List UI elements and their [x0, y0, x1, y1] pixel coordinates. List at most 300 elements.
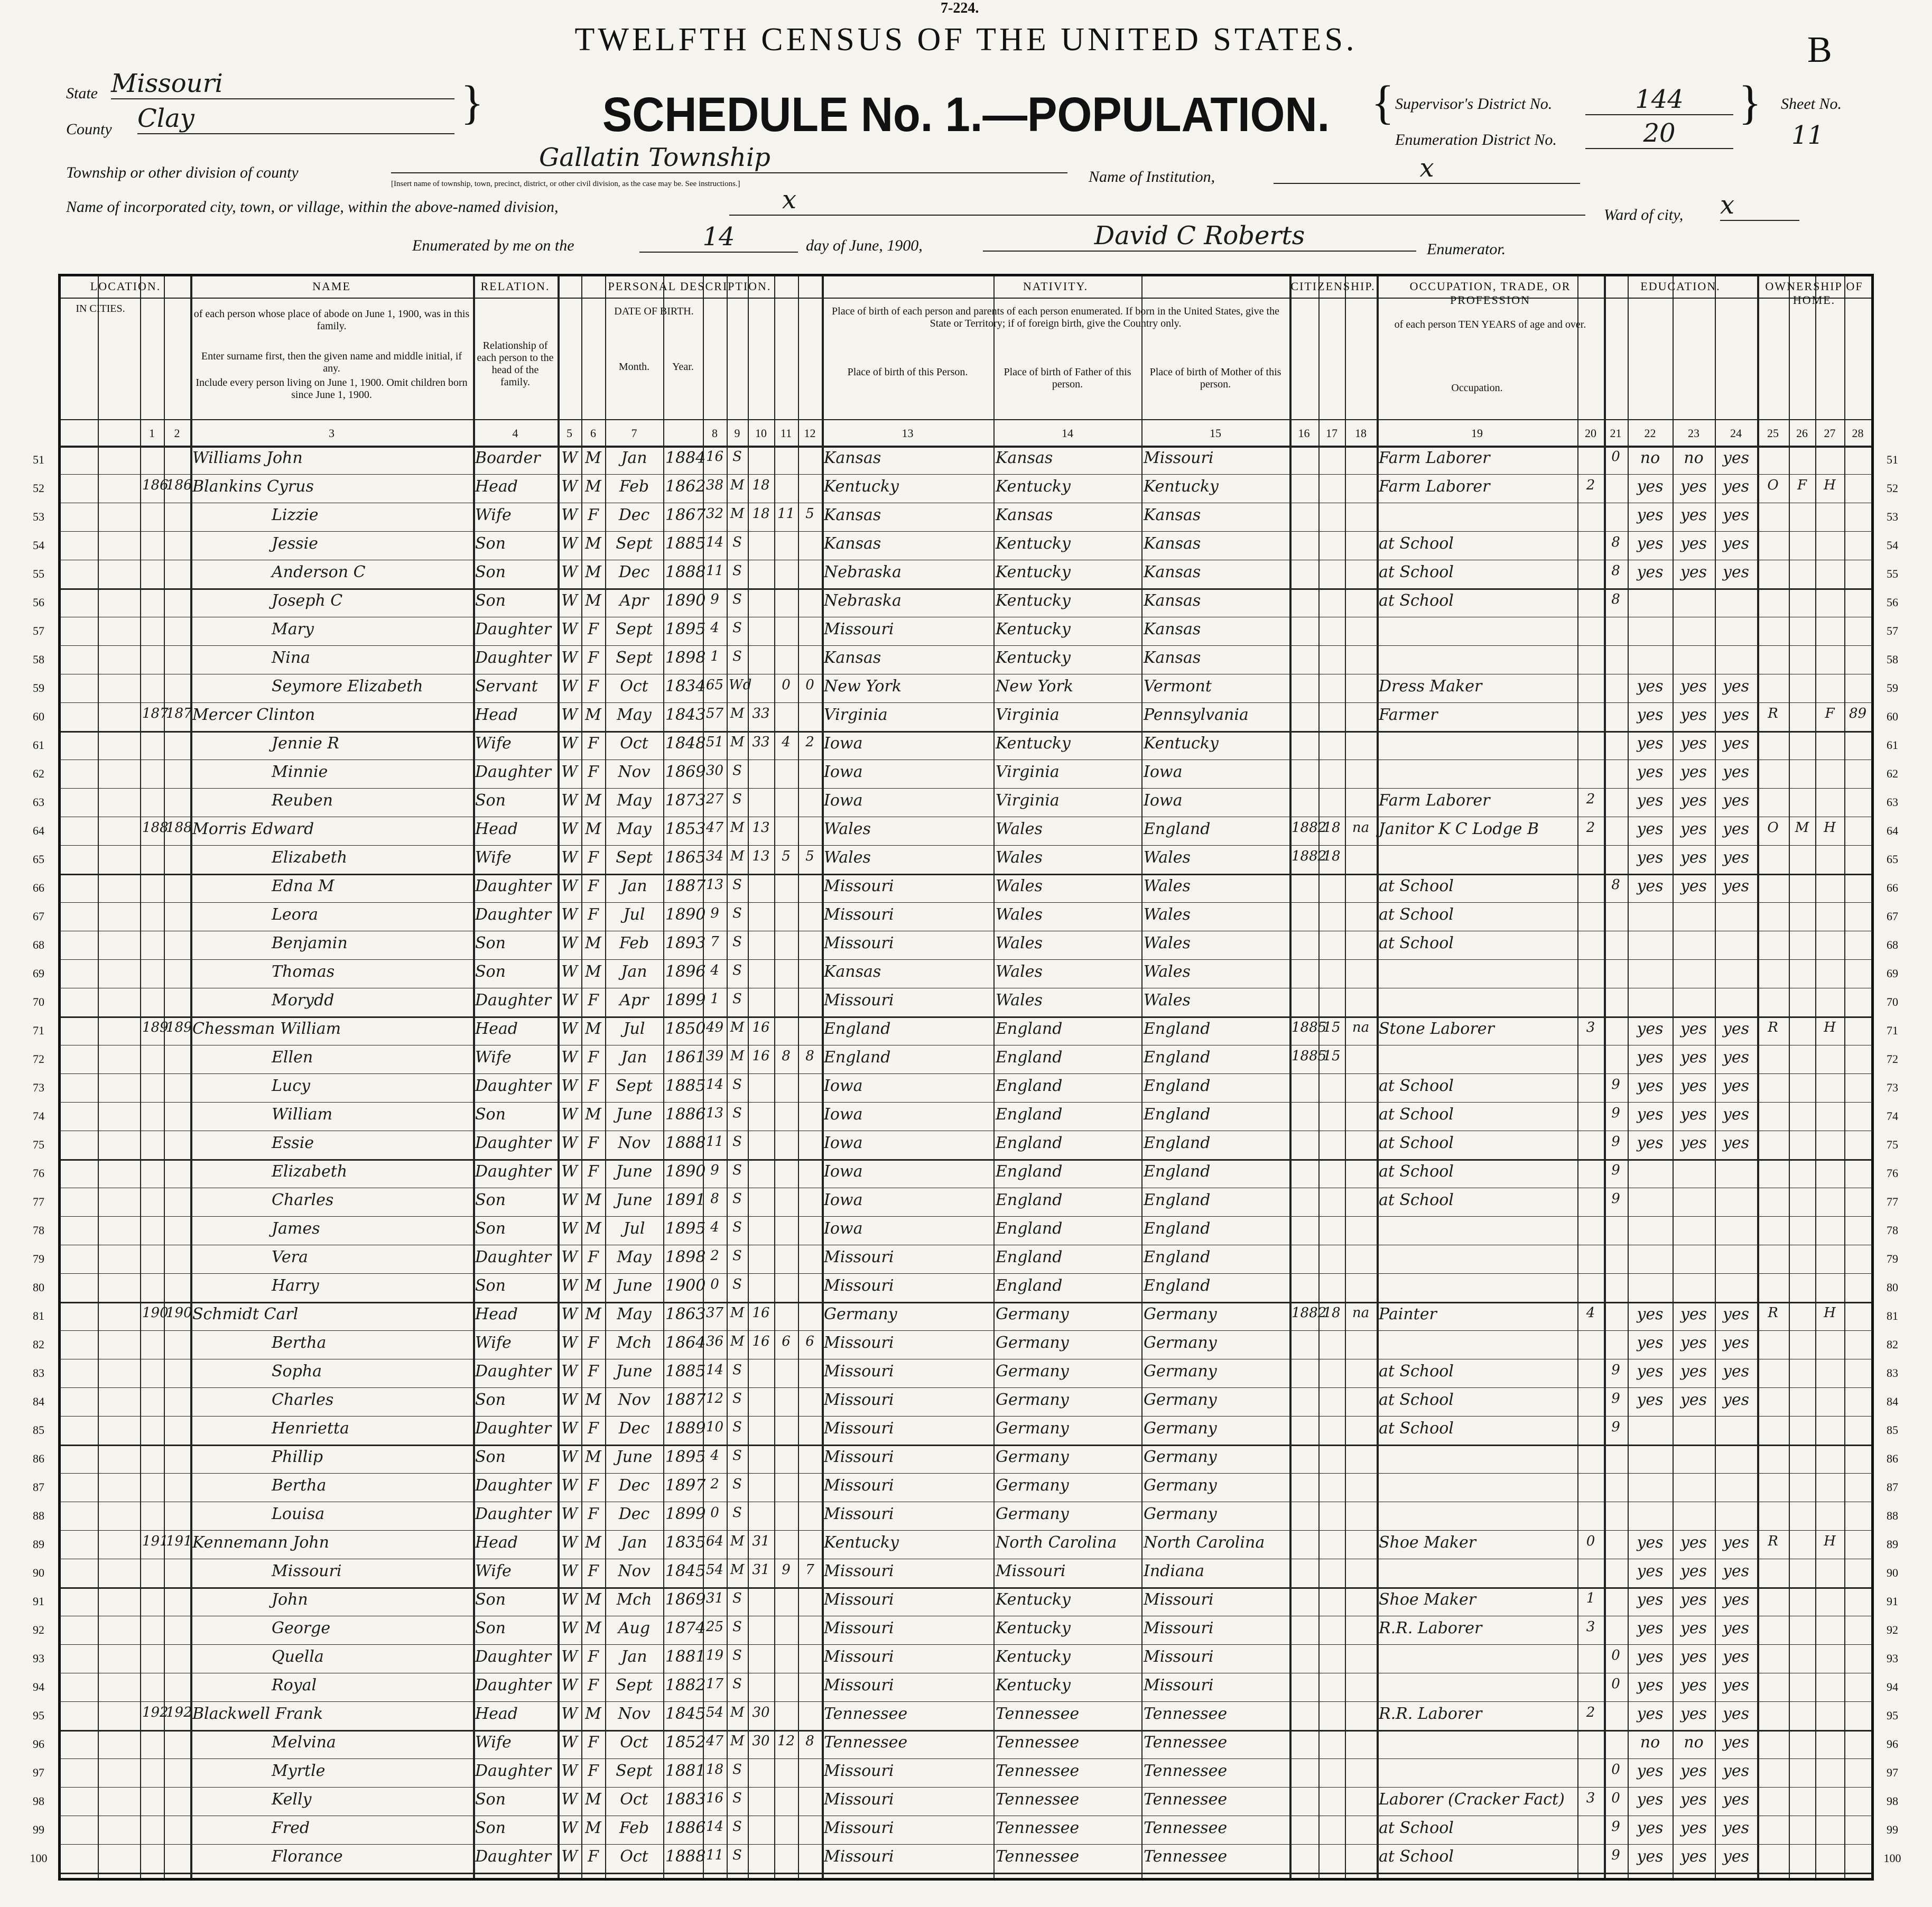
cell-name: Bertha	[272, 1334, 327, 1352]
cell-own: R	[1768, 1305, 1778, 1321]
cell-ms: S	[732, 1590, 742, 1606]
cell-unemp: 2	[1586, 1705, 1595, 1720]
cell-sp: yes	[1722, 1362, 1750, 1381]
cell-name: Anderson C	[272, 563, 366, 581]
cell-pobm: Kansas	[1144, 620, 1201, 638]
cell-pobf: Kentucky	[996, 591, 1071, 610]
row-number-left: 76	[33, 1167, 44, 1180]
cell-pob: Missouri	[824, 1847, 894, 1866]
cell-sex: M	[585, 1590, 601, 1609]
cell-pobm: Kansas	[1144, 506, 1201, 524]
cell-yr: 1861	[665, 1048, 706, 1067]
cell-sex: M	[585, 962, 601, 981]
cell-age: 11	[705, 563, 724, 579]
cell-sch: 0	[1611, 449, 1620, 465]
cell-col: W	[561, 962, 578, 981]
cell-pobf: Wales	[996, 962, 1043, 981]
cell-ms: S	[732, 1847, 742, 1863]
cell-sp: yes	[1722, 1762, 1750, 1780]
row-number-right: 65	[1887, 853, 1898, 866]
cell-ms: S	[732, 1191, 742, 1207]
row-number-left: 96	[33, 1737, 44, 1751]
state-label: State	[66, 85, 98, 102]
cell-pobf: Kentucky	[996, 1647, 1071, 1666]
cell-age: 37	[705, 1305, 724, 1321]
cell-rd: yes	[1637, 1362, 1664, 1381]
row-number-left: 93	[33, 1652, 44, 1665]
row-rule	[61, 531, 1871, 532]
cell-wr: yes	[1680, 534, 1707, 553]
cell-age: 47	[705, 1733, 724, 1749]
cell-rd: yes	[1637, 477, 1664, 496]
row-rule	[61, 1787, 1871, 1788]
column-divider	[1289, 276, 1292, 1878]
cell-rd: yes	[1637, 1619, 1664, 1637]
cell-mo: Jul	[623, 905, 645, 924]
row-number-right: 66	[1887, 881, 1898, 894]
cell-occ: Laborer (Cracker Fact)	[1379, 1790, 1565, 1809]
cell-ms: M	[730, 477, 745, 493]
cell-occ: at School	[1379, 1819, 1454, 1837]
cell-mo: May	[617, 820, 652, 838]
cell-yr: 1881	[665, 1762, 706, 1780]
cell-rd: yes	[1637, 1391, 1664, 1409]
cell-pob: New York	[824, 677, 902, 696]
column-number: 16	[1298, 427, 1310, 440]
cell-sex: M	[585, 1276, 601, 1295]
column-number: 28	[1852, 427, 1864, 440]
cell-ms: S	[732, 1448, 742, 1464]
cell-pobf: Kansas	[996, 449, 1053, 467]
cell-liv: 8	[805, 1048, 814, 1064]
cell-age: 0	[710, 1276, 719, 1292]
cell-mo: May	[617, 791, 652, 810]
row-rule	[61, 645, 1871, 646]
cell-pobf: Kentucky	[996, 1676, 1071, 1695]
cell-pob: Missouri	[824, 1676, 894, 1695]
row-number-left: 74	[33, 1109, 44, 1123]
column-number: 13	[902, 427, 914, 440]
cell-col: W	[561, 1391, 578, 1409]
cell-unemp: 3	[1586, 1020, 1595, 1035]
cell-pobf: Germany	[996, 1305, 1069, 1323]
cell-age: 39	[705, 1048, 724, 1064]
cell-age: 8	[710, 1191, 719, 1207]
cell-wr: yes	[1680, 1048, 1707, 1067]
cell-age: 57	[705, 706, 724, 721]
cell-col: W	[561, 1733, 578, 1752]
cell-age: 4	[710, 1448, 719, 1464]
cell-age: 14	[705, 1362, 724, 1378]
row-rule	[61, 1387, 1871, 1388]
row-number-right: 70	[1887, 995, 1898, 1008]
cell-pobf: Germany	[996, 1334, 1069, 1352]
cell-mo: May	[617, 1248, 652, 1266]
cell-sch: 9	[1611, 1134, 1620, 1150]
cell-sp: yes	[1722, 1819, 1750, 1837]
cell-age: 31	[705, 1590, 724, 1606]
cell-sex: M	[585, 1105, 601, 1124]
row-rule	[61, 902, 1871, 903]
row-number-right: 67	[1887, 910, 1898, 923]
cell-rel: Daughter	[475, 1077, 551, 1095]
cell-pob: Missouri	[824, 1590, 894, 1609]
cell-rd: yes	[1637, 1590, 1664, 1609]
cell-wr: yes	[1680, 734, 1707, 753]
cell-mo: June	[616, 1162, 653, 1181]
cell-age: 11	[705, 1134, 724, 1150]
row-number-right: 54	[1887, 539, 1898, 552]
cell-pob: Missouri	[824, 1391, 894, 1409]
cell-mo: Feb	[619, 934, 649, 952]
row-number-left: 92	[33, 1623, 44, 1636]
cell-occ: at School	[1379, 1134, 1454, 1152]
cell-ms: S	[732, 1391, 742, 1406]
cell-pobf: Kentucky	[996, 734, 1071, 753]
cell-sp: yes	[1722, 1105, 1750, 1124]
column-divider	[164, 276, 165, 1878]
cell-yr: 1869	[665, 763, 706, 781]
row-number-left: 83	[33, 1366, 44, 1380]
cell-yr: 1895	[665, 620, 706, 638]
row-number-left: 64	[33, 824, 44, 837]
column-number: 15	[1210, 427, 1221, 440]
cell-fam: 191	[166, 1533, 192, 1549]
row-number-right: 91	[1887, 1595, 1898, 1608]
cell-pobf: Germany	[996, 1419, 1069, 1438]
row-rule	[61, 474, 1871, 475]
cell-pob: Iowa	[824, 1191, 863, 1209]
cell-name: Essie	[272, 1134, 314, 1152]
cell-occ: at School	[1379, 1419, 1454, 1438]
cell-pob: Missouri	[824, 1762, 894, 1780]
cell-rd: yes	[1637, 563, 1664, 581]
cell-yr: 1886	[665, 1819, 706, 1837]
cell-pobm: Kansas	[1144, 534, 1201, 553]
ward-label: Ward of city,	[1604, 206, 1684, 224]
cell-mo: June	[616, 1362, 653, 1381]
cell-occ: Shoe Maker	[1379, 1533, 1476, 1552]
column-header-year: Year.	[672, 361, 694, 373]
cell-pob: Missouri	[824, 1276, 894, 1295]
cell-pob: Missouri	[824, 1562, 894, 1580]
cell-sch: 9	[1611, 1362, 1620, 1378]
row-rule	[61, 1073, 1871, 1074]
cell-pobf: Germany	[996, 1391, 1069, 1409]
cell-col: W	[561, 1647, 578, 1666]
column-number: 1	[149, 427, 155, 440]
cell-pobf: Virginia	[996, 791, 1060, 810]
cell-sex: F	[588, 1562, 599, 1580]
cell-yr: 1898	[665, 1248, 706, 1266]
city-value: x	[729, 185, 1585, 216]
row-rule	[61, 1302, 1871, 1303]
township-label: Township or other division of county	[66, 164, 299, 181]
row-number-left: 69	[33, 967, 44, 980]
row-number-left: 52	[33, 482, 44, 495]
cell-yr: 1873	[665, 791, 706, 810]
cell-fam: 189	[166, 1020, 192, 1035]
cell-sex: F	[588, 848, 599, 867]
row-number-left: 84	[33, 1395, 44, 1408]
cell-pobf: England	[996, 1048, 1063, 1067]
column-divider	[1815, 276, 1816, 1878]
cell-rd: yes	[1637, 820, 1664, 838]
cell-age: 16	[705, 449, 724, 465]
cell-col: W	[561, 591, 578, 610]
cell-sex: F	[588, 1162, 599, 1181]
cell-wr: yes	[1680, 1533, 1707, 1552]
cell-mo: Dec	[618, 506, 650, 524]
row-number-right: 90	[1887, 1566, 1898, 1579]
cell-sex: F	[588, 620, 599, 638]
cell-pobf: Kansas	[996, 506, 1053, 524]
group-name: NAME	[312, 280, 351, 293]
cell-age: 27	[705, 791, 724, 807]
cell-sex: M	[585, 1619, 601, 1637]
cell-rel: Daughter	[475, 1476, 551, 1495]
cell-occ: Stone Laborer	[1379, 1020, 1494, 1038]
cell-age: 54	[705, 1562, 724, 1578]
cell-col: W	[561, 1334, 578, 1352]
brace-right-open: {	[1371, 77, 1395, 129]
township-value: Gallatin Township	[391, 143, 1067, 173]
cell-sch: 0	[1611, 1790, 1620, 1806]
cell-pobm: Kansas	[1144, 649, 1201, 667]
cell-col: W	[561, 1533, 578, 1552]
cell-wr: yes	[1680, 1077, 1707, 1095]
row-rule	[61, 1330, 1871, 1331]
cell-name: Charles	[272, 1391, 334, 1409]
cell-ym: 13	[752, 820, 770, 836]
cell-pob: Nebraska	[824, 563, 902, 581]
cell-age: 9	[710, 905, 719, 921]
cell-pob: Kansas	[824, 649, 881, 667]
form-number: 7-224.	[941, 0, 979, 16]
cell-name: Vera	[272, 1248, 308, 1266]
cell-name: Missouri	[272, 1562, 342, 1580]
row-number-right: 61	[1887, 738, 1898, 752]
cell-sch: 9	[1611, 1847, 1620, 1863]
cell-dw: 191	[142, 1533, 169, 1549]
cell-name: Royal	[272, 1676, 317, 1695]
cell-col: W	[561, 1562, 578, 1580]
cell-wr: yes	[1680, 1391, 1707, 1409]
cell-rel: Servant	[475, 677, 538, 696]
cell-name: Ellen	[272, 1048, 313, 1067]
cell-wr: yes	[1680, 1105, 1707, 1124]
cell-name: William	[272, 1105, 333, 1124]
row-number-right: 62	[1887, 767, 1898, 780]
cell-moth: 0	[782, 677, 791, 693]
row-number-right: 93	[1887, 1652, 1898, 1665]
cell-sp: yes	[1722, 1134, 1750, 1152]
row-number-right: 63	[1887, 795, 1898, 809]
row-number-left: 72	[33, 1052, 44, 1066]
row-number-left: 89	[33, 1538, 44, 1551]
cell-pobm: Tennessee	[1144, 1819, 1228, 1837]
cell-yr: 1867	[665, 506, 706, 524]
cell-pob: Missouri	[824, 1790, 894, 1809]
cell-pobm: Germany	[1144, 1305, 1217, 1323]
cell-moth: 11	[777, 506, 795, 522]
cell-age: 65	[705, 677, 724, 693]
cell-pobf: Tennessee	[996, 1733, 1080, 1752]
cell-sch: 0	[1611, 1762, 1620, 1778]
cell-rel: Head	[475, 1533, 518, 1552]
column-number: 25	[1767, 427, 1779, 440]
cell-yr: 1885	[665, 1362, 706, 1381]
cell-mo: Sept	[616, 620, 653, 638]
cell-mo: Dec	[618, 1476, 650, 1495]
cell-rel: Daughter	[475, 763, 551, 781]
cell-liv: 2	[805, 734, 814, 750]
cell-dw: 190	[142, 1305, 169, 1321]
cell-sex: F	[588, 763, 599, 781]
cell-wr: yes	[1680, 1819, 1707, 1837]
cell-pobm: Wales	[1144, 848, 1191, 867]
row-number-right: 95	[1887, 1709, 1898, 1722]
cell-sex: F	[588, 1334, 599, 1352]
cell-own: R	[1768, 706, 1778, 721]
cell-fh: H	[1824, 1305, 1836, 1321]
cell-wr: yes	[1680, 848, 1707, 867]
cell-occ: at School	[1379, 1162, 1454, 1181]
cell-occ: at School	[1379, 1847, 1454, 1866]
cell-pob: Germany	[824, 1305, 897, 1323]
cell-rel: Son	[475, 1191, 506, 1209]
cell-wr: yes	[1680, 1762, 1707, 1780]
row-number-right: 80	[1887, 1281, 1898, 1294]
cell-pobm: England	[1144, 1105, 1211, 1124]
cell-rel: Daughter	[475, 1647, 551, 1666]
cell-yus: 15	[1323, 1048, 1341, 1064]
row-number-left: 90	[33, 1566, 44, 1579]
cell-rel: Son	[475, 1819, 506, 1837]
row-number-right: 60	[1887, 710, 1898, 723]
cell-mo: Dec	[618, 1419, 650, 1438]
row-number-right: 72	[1887, 1052, 1898, 1066]
cell-name: Benjamin	[272, 934, 348, 952]
cell-mo: Sept	[616, 848, 653, 867]
enum-district-label: Enumeration District No.	[1395, 131, 1557, 149]
cell-ms: S	[732, 1505, 742, 1521]
header-rule	[61, 446, 1871, 448]
cell-pobm: Tennessee	[1144, 1847, 1228, 1866]
column-number: 18	[1355, 427, 1367, 440]
cell-sex: M	[585, 1448, 601, 1466]
cell-rel: Daughter	[475, 1419, 551, 1438]
row-number-right: 92	[1887, 1623, 1898, 1636]
cell-imm: 1882	[1292, 1305, 1327, 1321]
cell-fs: 89	[1849, 706, 1867, 721]
cell-pobm: Kansas	[1144, 591, 1201, 610]
cell-mo: June	[616, 1276, 653, 1295]
cell-age: 10	[705, 1419, 724, 1435]
cell-pob: Missouri	[824, 1476, 894, 1495]
row-rule	[61, 1701, 1871, 1702]
cell-rel: Son	[475, 934, 506, 952]
cell-name: Quella	[272, 1647, 324, 1666]
group-location: LOCATION.	[90, 280, 161, 293]
cell-occ: Painter	[1379, 1305, 1437, 1323]
cell-pobf: Wales	[996, 934, 1043, 952]
cell-ms: M	[730, 706, 745, 721]
cell-dw: 188	[142, 820, 169, 836]
cell-col: W	[561, 1305, 578, 1323]
cell-moth: 9	[782, 1562, 791, 1578]
cell-pob: Missouri	[824, 934, 894, 952]
cell-ms: S	[732, 534, 742, 550]
cell-rel: Daughter	[475, 905, 551, 924]
row-number-right: 83	[1887, 1366, 1898, 1380]
row-rule	[61, 731, 1871, 733]
cell-pob: Missouri	[824, 1505, 894, 1523]
cell-wr: yes	[1680, 1790, 1707, 1809]
cell-nat: na	[1352, 820, 1370, 836]
cell-unemp: 3	[1586, 1790, 1595, 1806]
column-header-occ-desc: of each person TEN YEARS of age and over.	[1394, 319, 1586, 330]
cell-rd: yes	[1637, 1533, 1664, 1552]
row-number-left: 97	[33, 1766, 44, 1779]
cell-col: W	[561, 620, 578, 638]
cell-ym: 33	[752, 706, 770, 721]
cell-mo: May	[617, 1305, 652, 1323]
cell-mo: May	[617, 706, 652, 724]
cell-sch: 9	[1611, 1191, 1620, 1207]
cell-occ: Shoe Maker	[1379, 1590, 1476, 1609]
cell-ms: S	[732, 905, 742, 921]
cell-pobm: Germany	[1144, 1362, 1217, 1381]
cell-occ: at School	[1379, 534, 1454, 553]
cell-pobf: Kentucky	[996, 649, 1071, 667]
cell-name: Lucy	[272, 1077, 310, 1095]
cell-pobf: England	[996, 1020, 1063, 1038]
cell-wr: yes	[1680, 706, 1707, 724]
cell-ym: 30	[752, 1705, 770, 1720]
cell-wr: yes	[1680, 763, 1707, 781]
row-number-right: 57	[1887, 624, 1898, 637]
cell-rd: yes	[1637, 848, 1664, 867]
cell-rd: yes	[1637, 734, 1664, 753]
cell-col: W	[561, 706, 578, 724]
row-number-right: 88	[1887, 1509, 1898, 1522]
row-rule	[61, 1530, 1871, 1531]
cell-rel: Daughter	[475, 991, 551, 1010]
cell-wr: yes	[1680, 1619, 1707, 1637]
cell-sp: yes	[1722, 1305, 1750, 1323]
row-rule	[61, 588, 1871, 590]
institution-value: x	[1274, 153, 1580, 184]
cell-yr: 1895	[665, 1448, 706, 1466]
group-personal-description: PERSONAL DESCRIPTION.	[608, 280, 772, 293]
cell-name: George	[272, 1619, 331, 1637]
cell-ms: S	[732, 1105, 742, 1121]
cell-name: Leora	[272, 905, 318, 924]
cell-col: W	[561, 477, 578, 496]
cell-name: Williams John	[192, 449, 303, 467]
cell-ms: S	[732, 1419, 742, 1435]
cell-ms: S	[732, 1476, 742, 1492]
cell-liv: 8	[805, 1733, 814, 1749]
cell-rel: Son	[475, 1219, 506, 1238]
cell-rel: Head	[475, 1020, 518, 1038]
cell-nat: na	[1352, 1020, 1370, 1035]
county-value: Clay	[137, 104, 454, 134]
cell-mo: Jan	[621, 962, 647, 981]
cell-sex: F	[588, 649, 599, 667]
row-number-right: 97	[1887, 1766, 1898, 1779]
